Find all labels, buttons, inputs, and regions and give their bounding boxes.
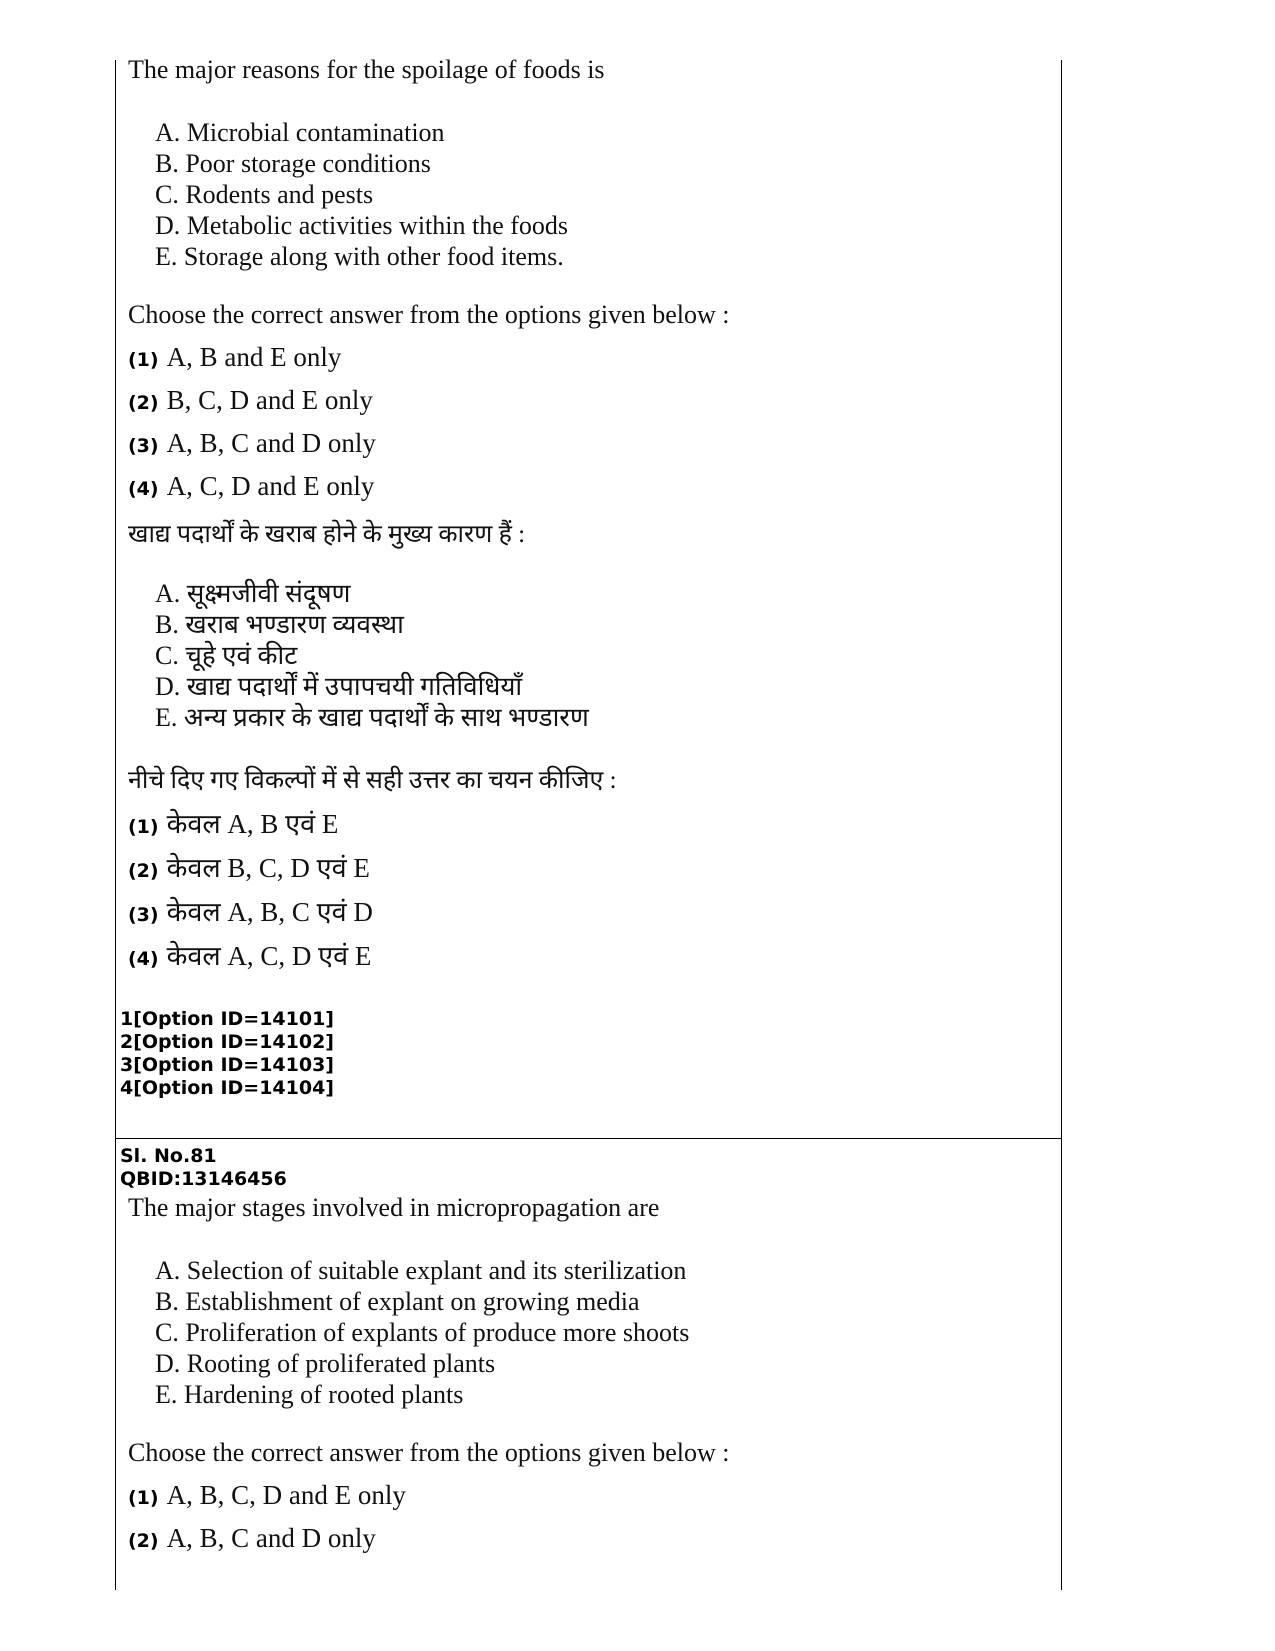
question-meta: [120, 1145, 287, 1191]
question-bank-id: QBID:13146456: [120, 1168, 287, 1190]
statement-item: A. सूक्ष्मजीवी संदूषण: [155, 579, 351, 608]
statement-list-en: [155, 117, 568, 272]
option-number: (2): [128, 1530, 159, 1552]
statement-item: D. खाद्य पदार्थों में उपापचयी गतिविधियाँ: [155, 672, 523, 701]
statement-item: D. Rooting of proliferated plants: [155, 1349, 496, 1378]
answer-option-hi[interactable]: [128, 936, 371, 973]
option-id: 3[Option ID=14103]: [120, 1054, 334, 1076]
answer-option-hi[interactable]: [128, 848, 370, 885]
question-divider: [115, 1138, 1061, 1139]
statement-item: C. चूहे एवं कीट: [155, 641, 298, 670]
question-text-en: The major reasons for the spoilage of foods is: [128, 55, 605, 84]
option-number: (1): [128, 1487, 159, 1509]
statement-item: E. अन्य प्रकार के खाद्य पदार्थों के साथ भण्डारण: [155, 703, 589, 732]
choose-instruction-hi: नीचे दिए गए विकल्पों में से सही उत्तर का चयन कीजिए :: [128, 767, 617, 794]
statement-item: D. Metabolic activities within the foods: [155, 211, 569, 240]
statement-item: A. Selection of suitable explant and its sterilization: [155, 1256, 687, 1285]
option-text: A, B and E only: [166, 342, 342, 372]
statement-list-hi: [155, 578, 589, 733]
statement-item: A. Microbial contamination: [155, 118, 445, 147]
option-text: B, C, D and E only: [166, 385, 373, 415]
option-number: (4): [128, 478, 159, 500]
option-text: केवल B, C, D एवं E: [166, 853, 370, 883]
answer-option[interactable]: [128, 342, 341, 373]
option-text: केवल A, C, D एवं E: [166, 941, 372, 971]
option-text: केवल A, B, C एवं D: [166, 897, 373, 927]
answer-option-hi[interactable]: [128, 892, 373, 929]
option-number: (1): [128, 349, 159, 371]
option-id-list: [120, 1008, 334, 1100]
option-number: (4): [128, 948, 159, 970]
option-number: (1): [128, 816, 159, 838]
statement-item: B. खराब भण्डारण व्यवस्था: [155, 610, 404, 639]
option-number: (2): [128, 860, 159, 882]
statement-item: B. Poor storage conditions: [155, 149, 431, 178]
serial-number: Sl. No.81: [120, 1145, 217, 1167]
answer-option[interactable]: [128, 1523, 376, 1554]
statement-item: C. Proliferation of explants of produce more shoots: [155, 1318, 690, 1347]
statement-item: E. Storage along with other food items.: [155, 242, 564, 271]
option-text: A, B, C and D only: [166, 428, 376, 458]
answer-option-hi[interactable]: [128, 804, 338, 841]
statement-item: E. Hardening of rooted plants: [155, 1380, 464, 1409]
option-number: (2): [128, 392, 159, 414]
option-id: 4[Option ID=14104]: [120, 1077, 334, 1099]
statement-list-en: [155, 1255, 689, 1410]
question-text-en: The major stages involved in micropropagation are: [128, 1193, 660, 1222]
answer-option[interactable]: [128, 385, 373, 416]
statement-item: C. Rodents and pests: [155, 180, 374, 209]
option-text: A, B, C and D only: [166, 1523, 376, 1553]
question-text-hi: खाद्य पदार्थों के खराब होने के मुख्य कारण हैं :: [128, 521, 526, 548]
option-text: A, B, C, D and E only: [166, 1480, 406, 1510]
option-id: 2[Option ID=14102]: [120, 1031, 334, 1053]
option-id: 1[Option ID=14101]: [120, 1008, 334, 1030]
choose-instruction-en: Choose the correct answer from the options given below :: [128, 1438, 730, 1467]
option-text: केवल A, B एवं E: [166, 809, 339, 839]
option-number: (3): [128, 904, 159, 926]
answer-option[interactable]: [128, 1480, 406, 1511]
answer-option[interactable]: [128, 428, 376, 459]
option-text: A, C, D and E only: [166, 471, 375, 501]
answer-option[interactable]: [128, 471, 374, 502]
statement-item: B. Establishment of explant on growing media: [155, 1287, 640, 1316]
choose-instruction-en: Choose the correct answer from the options given below :: [128, 300, 730, 329]
option-number: (3): [128, 435, 159, 457]
